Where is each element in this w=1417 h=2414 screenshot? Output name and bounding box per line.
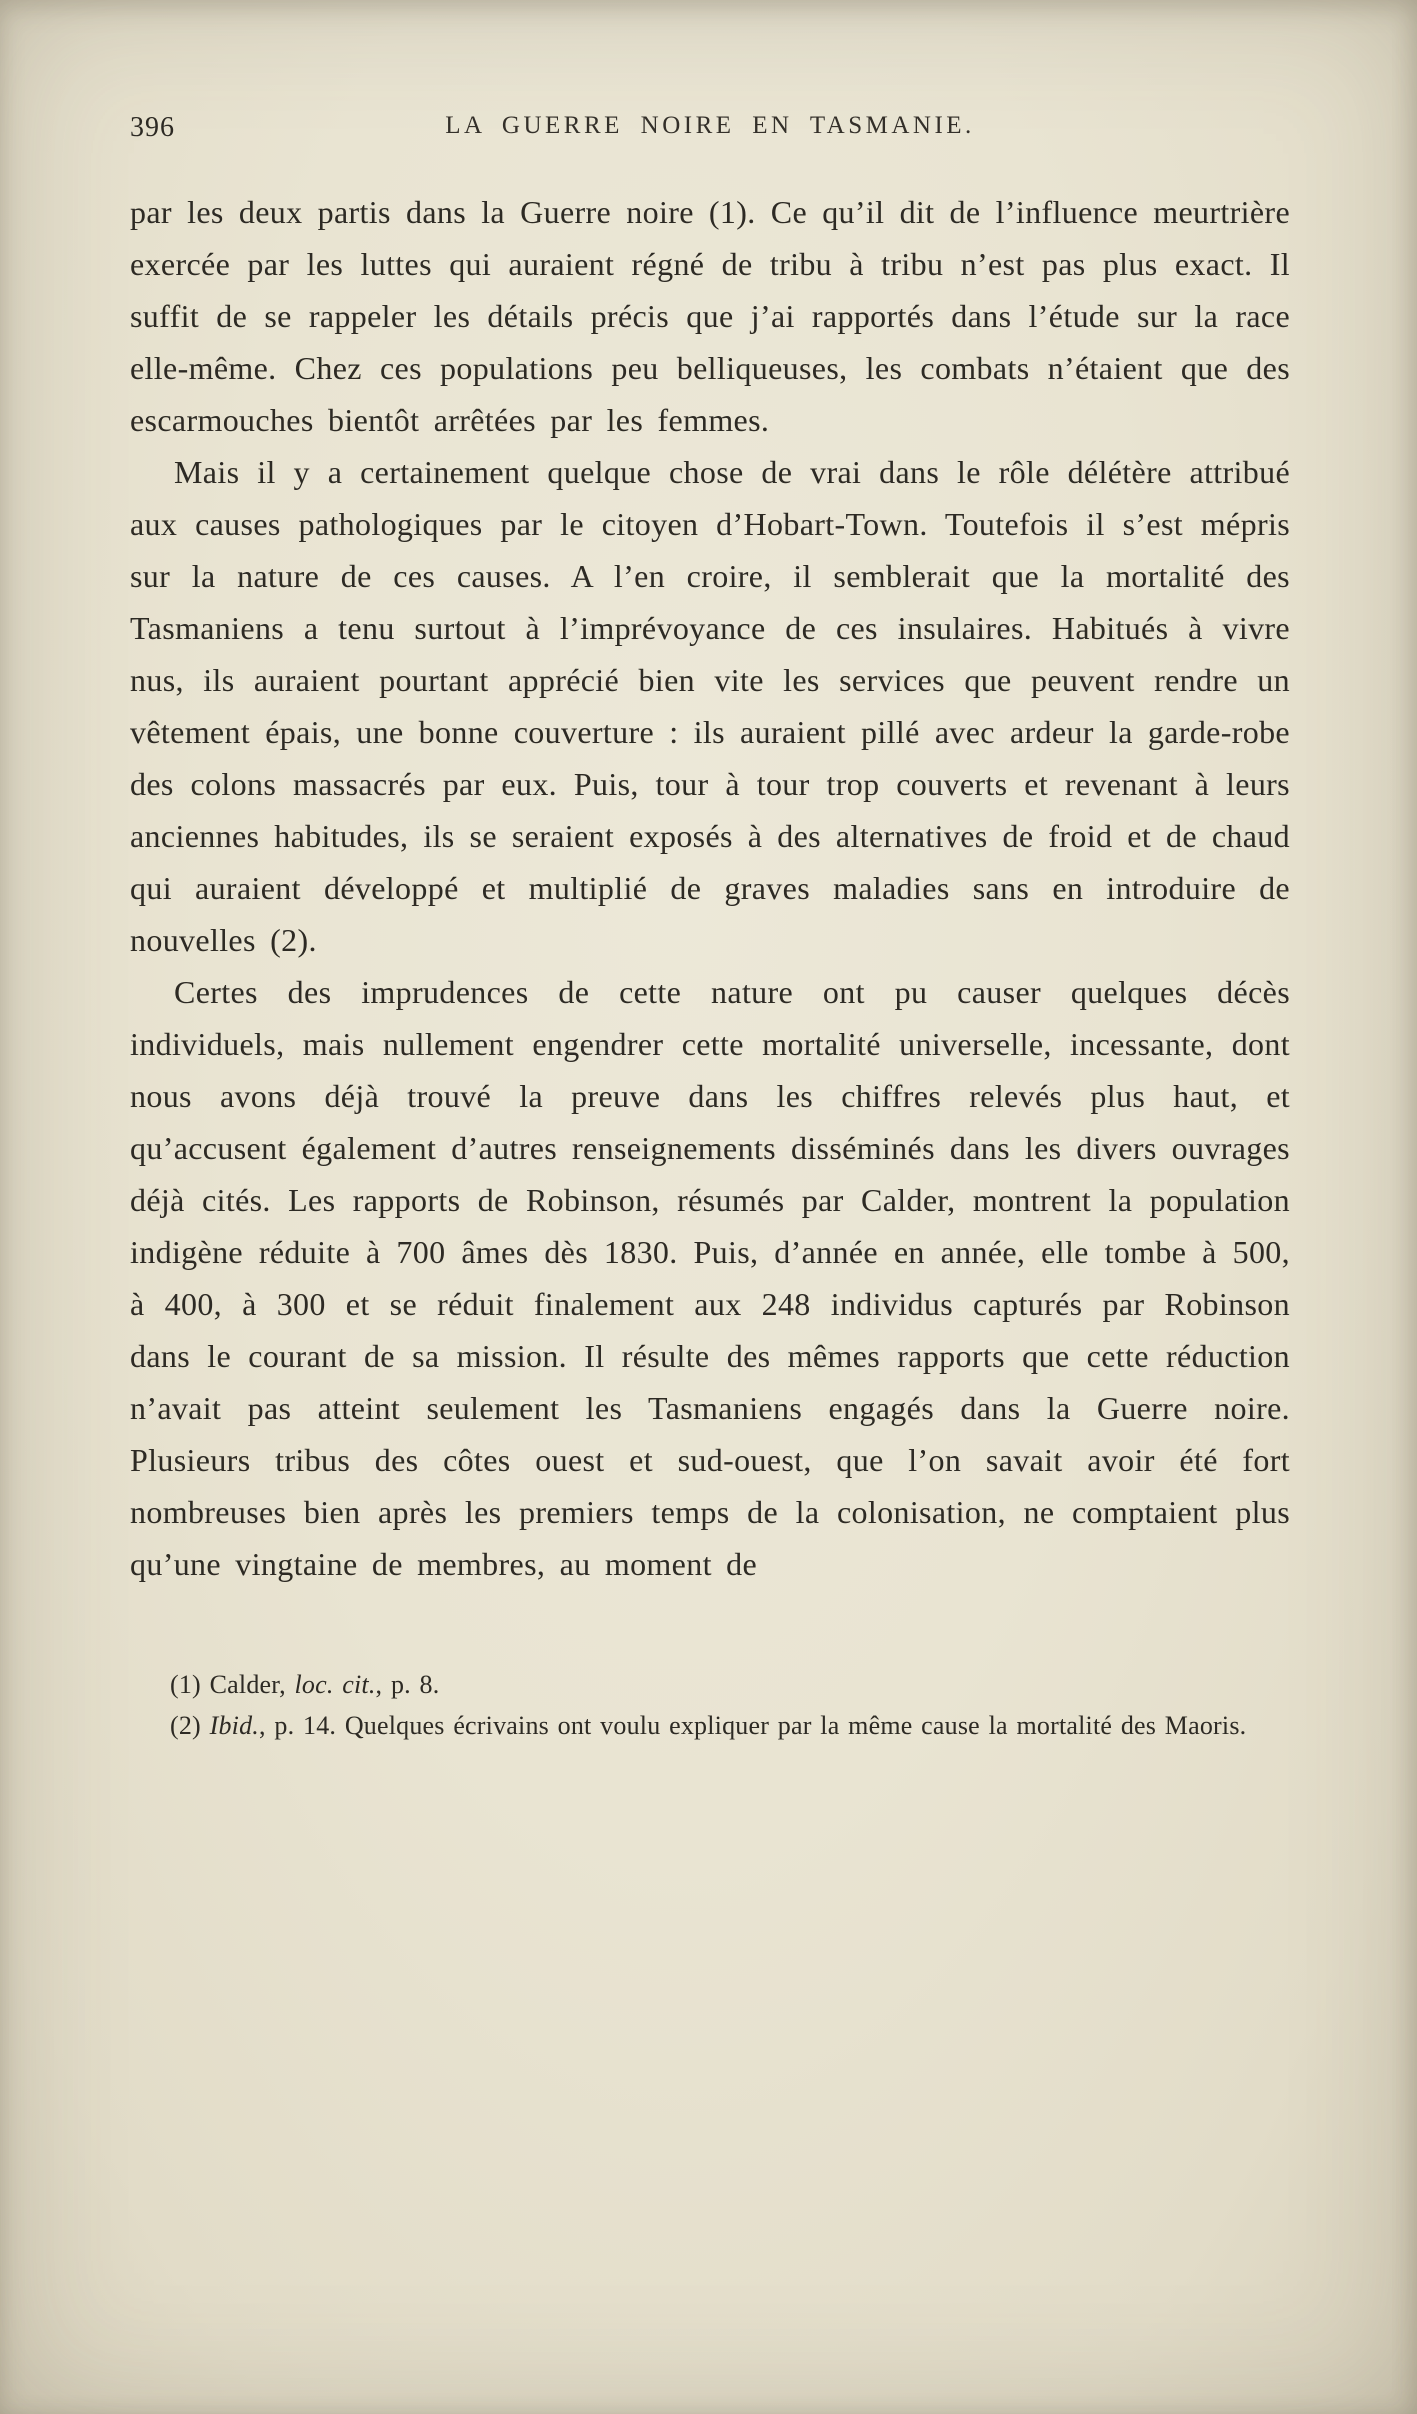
footnote-1-citation: loc. cit. bbox=[294, 1670, 376, 1699]
running-title: LA GUERRE NOIRE EN TASMANIE. bbox=[445, 112, 975, 139]
footnote-2 bbox=[130, 1705, 1290, 1746]
footnote-2-pre: (2) bbox=[170, 1711, 210, 1740]
footnotes-section bbox=[130, 1664, 1290, 1746]
paragraph-continuation: par les deux partis dans la Guerre noire (1). Ce qu’il dit de l’influence meurtrière exercée par les luttes qui auraient régné de tribu à tribu n’est pas plus exact. Il suffit de se rappeler les détails précis que j’ai rapportés dans l’étude sur la race elle-même. Chez ces populations peu belliqueuses, les combats n’étaient que des escarmouches bientôt arrêtées par les femmes. bbox=[130, 194, 1290, 438]
footnote-2-post: , p. 14. Quelques écrivains ont voulu expliquer par la même cause la mortalité des Maoris. bbox=[259, 1711, 1247, 1740]
page-number: 396 bbox=[130, 112, 175, 143]
footnote-1 bbox=[130, 1664, 1290, 1705]
paragraph-3: Certes des imprudences de cette nature ont pu causer quelques décès individuels, mais nullement engendrer cette mortalité universelle, incessante, dont nous avons déjà trouvé la preuve dans les chiffres relevés plus haut, et qu’accusent également d’autres renseignements disséminés dans les divers ouvrages déjà cités. Les rapports de Robinson, résumés par Calder, montrent la population indigène réduite à 700 âmes dès 1830. Puis, d’année en année, elle tombe à 500, à 400, à 300 et se réduit finalement aux 248 individus capturés par Robinson dans le courant de sa mission. Il résulte des mêmes rapports que cette réduction n’avait pas atteint seulement les Tasmaniens engagés dans la Guerre noire. Plusieurs tribus des côtes ouest et sud-ouest, que l’on savait avoir été fort nombreuses bien après les premiers temps de la colonisation, ne comptaient plus qu’une vingtaine de membres, au moment de bbox=[130, 974, 1290, 1582]
footnote-2-citation: Ibid. bbox=[209, 1711, 260, 1740]
page-header bbox=[130, 108, 1290, 146]
body-text bbox=[130, 186, 1290, 1590]
footnote-1-post: , p. 8. bbox=[375, 1670, 440, 1699]
footnote-1-pre: (1) Calder, bbox=[170, 1670, 295, 1699]
paragraph-2: Mais il y a certainement quelque chose de vrai dans le rôle délétère attribué aux causes pathologiques par le citoyen d’Hobart-Town. Toutefois il s’est mépris sur la nature de ces causes. A l’en croire, il semblerait que la mortalité des Tasmaniens a tenu surtout à l’imprévoyance de ces insulaires. Habitués à vivre nus, ils auraient pourtant apprécié bien vite les services que peuvent rendre un vêtement épais, une bonne couverture : ils auraient pillé avec ardeur la garde-robe des colons massacrés par eux. Puis, tour à tour trop couverts et revenant à leurs anciennes habitudes, ils se seraient exposés à des alternatives de froid et de chaud qui auraient développé et multiplié de graves maladies sans en introduire de nouvelles (2). bbox=[130, 454, 1290, 958]
